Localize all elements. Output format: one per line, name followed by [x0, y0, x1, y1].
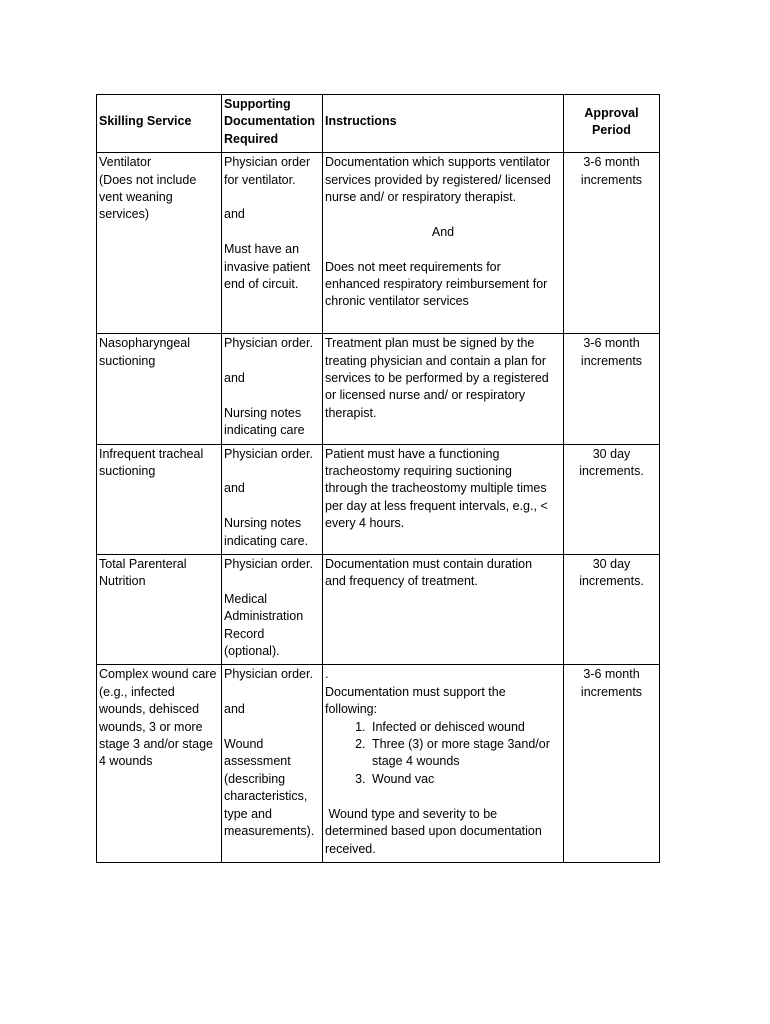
skill-cell: Complex wound care (e.g., infected wounds, dehisced wounds, 3 or more stage 3 and/or stage 4 wounds	[97, 665, 222, 862]
header-skilling-service: Skilling Service	[97, 95, 222, 153]
docs-cell: Physician order. and Wound assessment (describing characteristics, type and measurements).	[222, 665, 323, 862]
skill-cell: Nasopharyngeal suctioning	[97, 334, 222, 444]
approval-cell: 3-6 month increments	[564, 334, 660, 444]
and-connector: And	[431, 224, 455, 239]
approval-cell: 30 day increments.	[564, 555, 660, 665]
docs-cell: Physician order for ventilator. and Must have an invasive patient end of circuit.	[222, 153, 323, 334]
instructions-cell: . Documentation must support the following: 1. Infected or dehisced wound 2. Three (3) or more stage 3and/or stage 4 wounds 3. Wound vac Wound type and severity to be determined based upon documentation received.	[323, 665, 564, 862]
docs-cell: Physician order. Medical Administration Record (optional).	[222, 555, 323, 665]
header-approval-period: Approval Period	[564, 95, 660, 153]
approval-cell: 3-6 month increments	[564, 665, 660, 862]
header-instructions: Instructions	[323, 95, 564, 153]
list-item: 3. Wound vac	[369, 771, 561, 788]
header-row	[97, 95, 660, 153]
skill-cell: Total Parenteral Nutrition	[97, 555, 222, 665]
docs-cell: Physician order. and Nursing notes indicating care.	[222, 444, 323, 554]
instructions-cell: Patient must have a functioning tracheostomy requiring suctioning through the tracheostomy multiple times per day at less frequent intervals, e.g., < every 4 hours.	[323, 444, 564, 554]
table-row	[97, 665, 660, 862]
table-row	[97, 153, 660, 334]
table-row	[97, 444, 660, 554]
skill-cell: Infrequent tracheal suctioning	[97, 444, 222, 554]
list-item: 1. Infected or dehisced wound	[369, 719, 561, 736]
wound-criteria-list	[325, 719, 561, 789]
list-item: 2. Three (3) or more stage 3and/or stage 4 wounds	[369, 736, 561, 771]
table-row	[97, 334, 660, 444]
table-row	[97, 555, 660, 665]
skilling-services-table	[96, 94, 660, 863]
skill-cell: Ventilator (Does not include vent weaning services)	[97, 153, 222, 334]
approval-cell: 3-6 month increments	[564, 153, 660, 334]
approval-cell: 30 day increments.	[564, 444, 660, 554]
header-supporting-documentation: Supporting Documentation Required	[222, 95, 323, 153]
instructions-cell: Documentation which supports ventilator services provided by registered/ licensed nurse and/ or respiratory therapist. And Does not meet requirements for enhanced respiratory reimbursement for chronic ventilator services	[323, 153, 564, 334]
instructions-cell: Treatment plan must be signed by the treating physician and contain a plan for services to be performed by a registered or licensed nurse and/ or respiratory therapist.	[323, 334, 564, 444]
docs-cell: Physician order. and Nursing notes indicating care	[222, 334, 323, 444]
instructions-cell: Documentation must contain duration and frequency of treatment.	[323, 555, 564, 665]
